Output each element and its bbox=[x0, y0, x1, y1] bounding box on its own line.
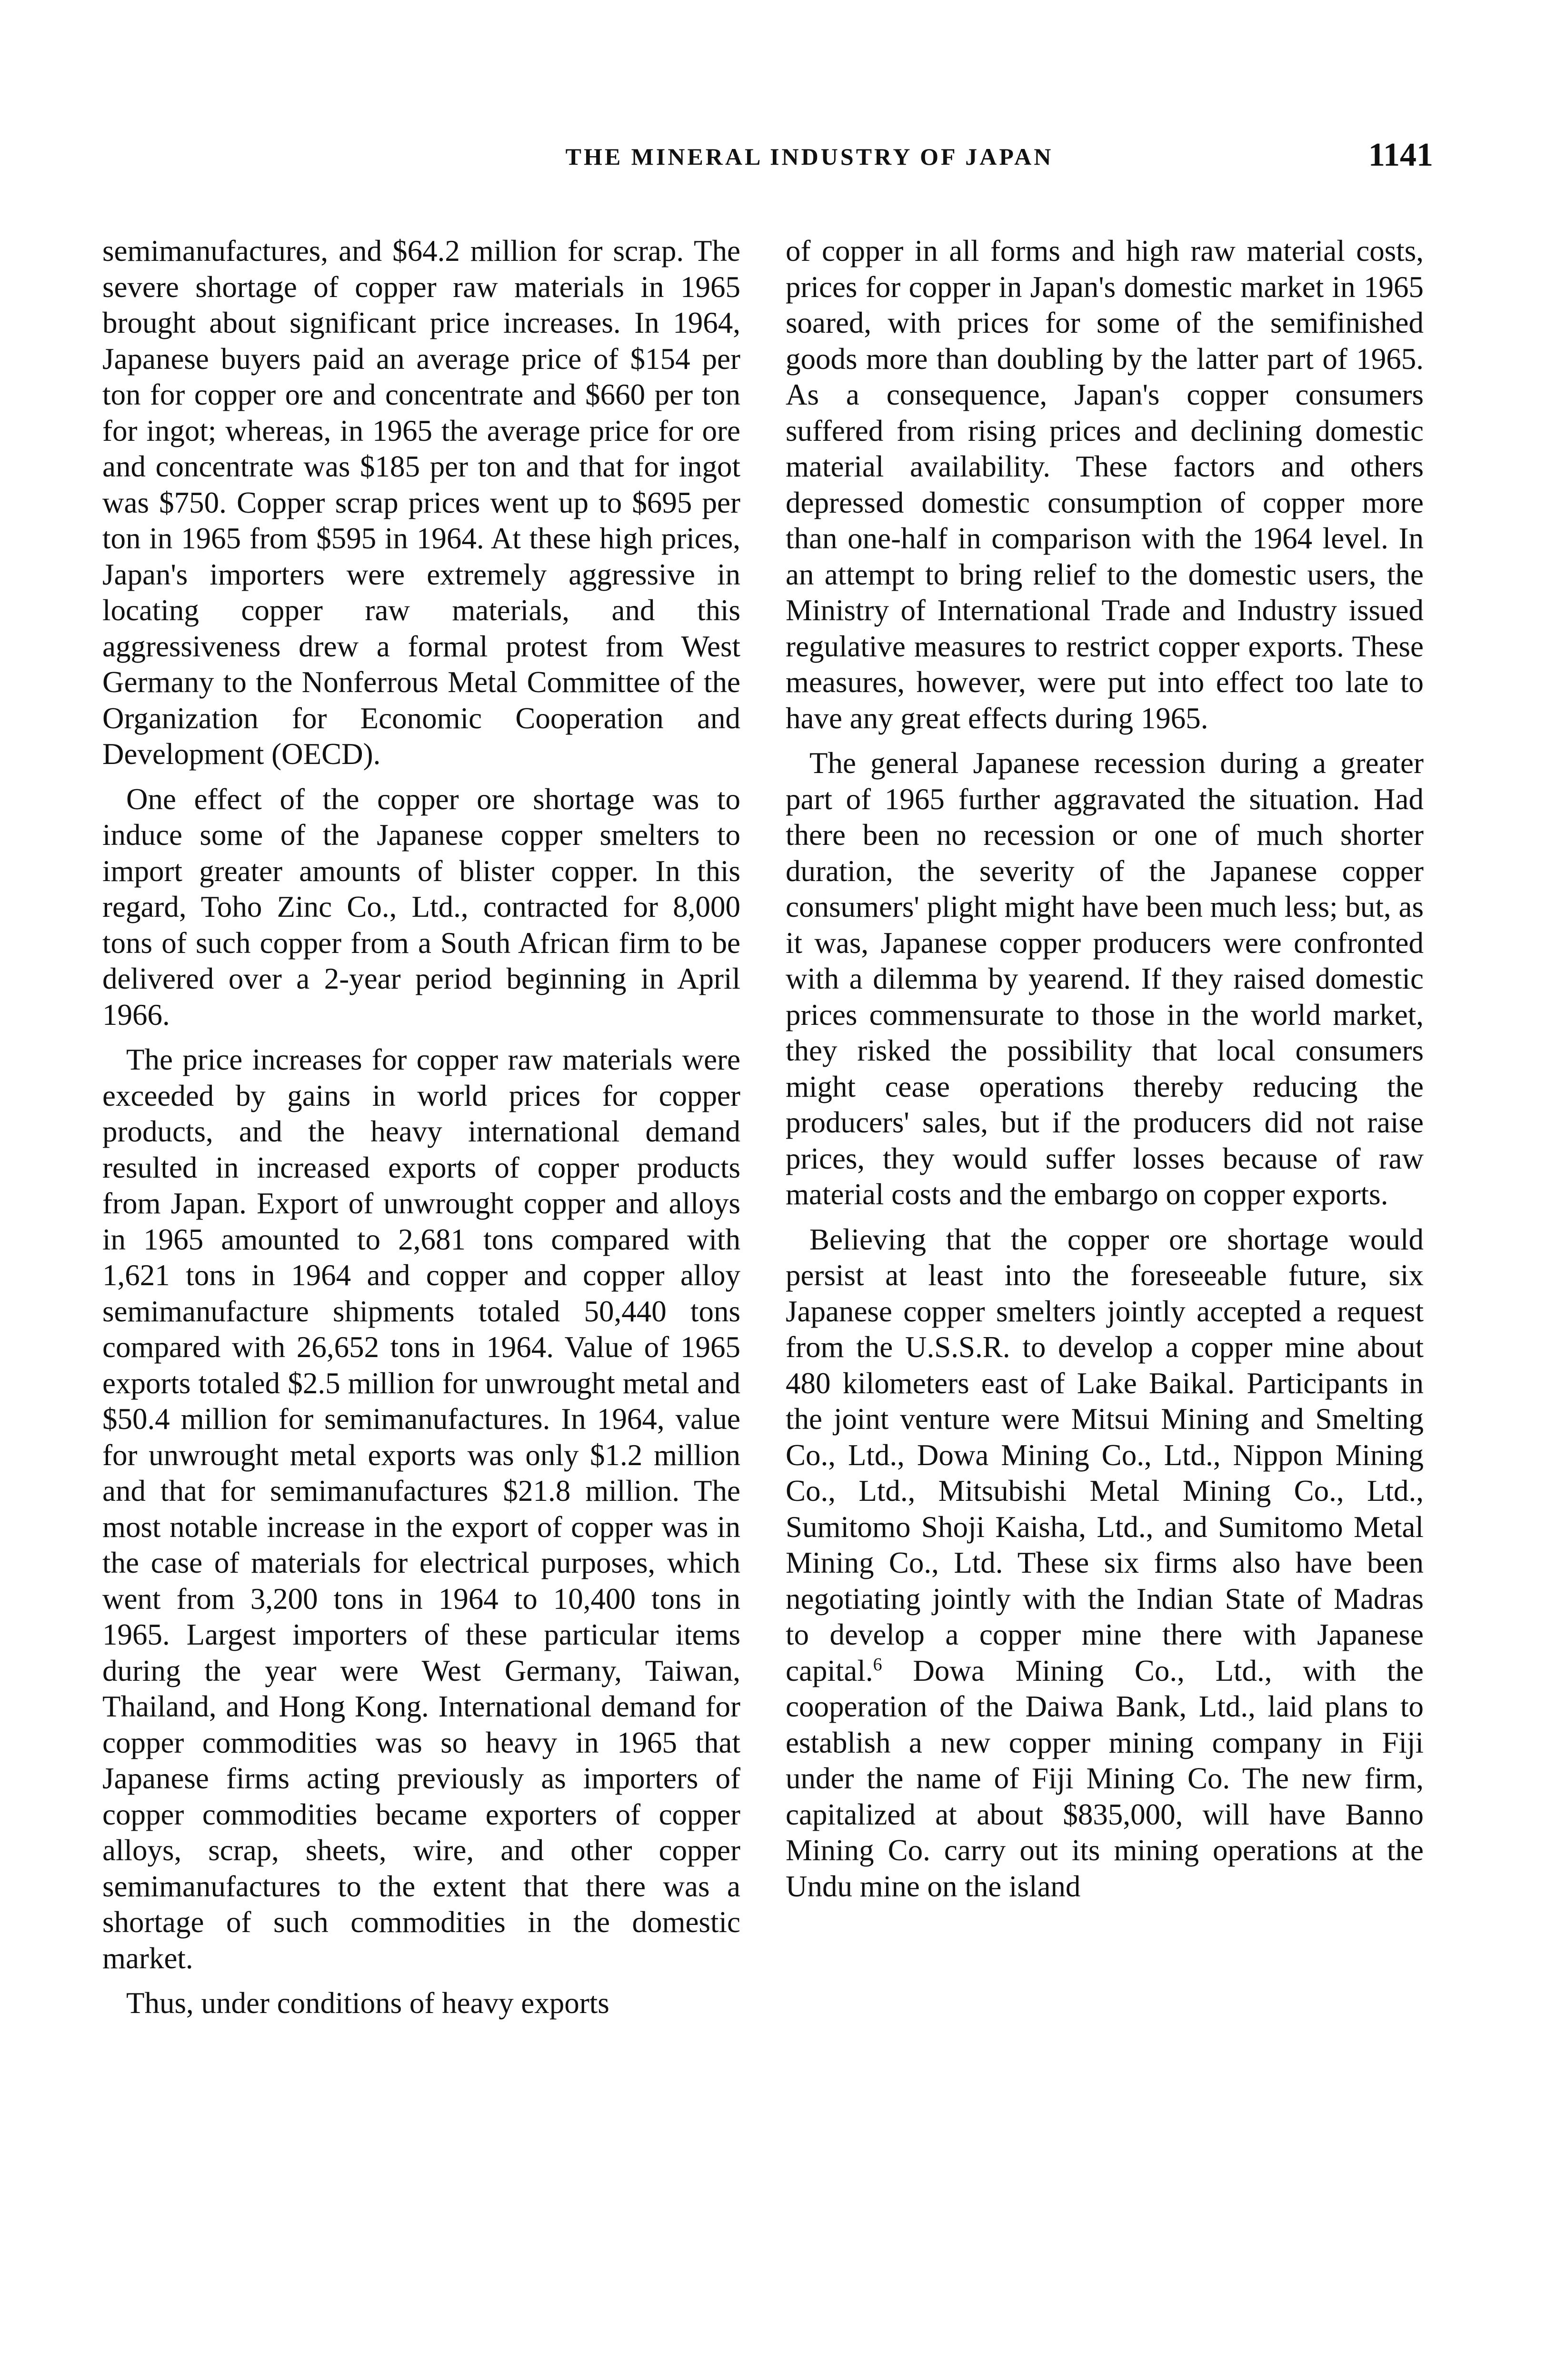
footnote-reference: 6 bbox=[873, 1654, 882, 1675]
paragraph: The general Japanese recession during a greater part of 1965 further aggravated the situation. Had there been no recession or one of much shorter duration, the severity of the Japanese copper consumers' plight might have been much less; but, as it was, Japanese copper producers were confronted with a dilemma by yearend. If they raised domestic prices commensurate to those in the world market, they risked the possibility that local consumers might cease operations thereby reducing the producers' sales, but if the producers did not raise prices, they would suffer losses because of raw material costs and the embargo on copper exports. bbox=[786, 746, 1424, 1211]
page-number: 1141 bbox=[1368, 137, 1433, 173]
paragraph-text: Dowa Mining Co., Ltd., with the cooperation of the Daiwa Bank, Ltd., laid plans to establish a new copper mining company in Fiji under the name of Fiji Mining Co. The new firm, capitalized at about $835,000, will have Banno Mining Co. carry out its mining operations at the Undu mine on the island bbox=[786, 1654, 1424, 1903]
paragraph bbox=[786, 1222, 1424, 1905]
paragraph: semimanufactures, and $64.2 million for scrap. The severe shortage of copper raw materials in 1965 brought about significant price increases. In 1964, Japanese buyers paid an average price of $154 per ton for copper ore and concentrate and $660 per ton for ingot; whereas, in 1965 the average price for ore and concentrate was $185 per ton and that for ingot was $750. Copper scrap prices went up to $695 per ton in 1965 from $595 in 1964. At these high prices, Japan's importers were extremely aggressive in locating copper raw materials, and this aggressiveness drew a formal protest from West Germany to the Nonferrous Metal Committee of the Organization for Economic Cooperation and Development (OECD). bbox=[102, 234, 740, 771]
paragraph: One effect of the copper ore shortage was to induce some of the Japanese copper smelters to import greater amounts of blister copper. In this regard, Toho Zinc Co., Ltd., contracted for 8,000 tons of such copper from a South African firm to be delivered over a 2-year period beginning in April 1966. bbox=[102, 782, 740, 1031]
left-column bbox=[102, 233, 740, 2031]
paragraph-text: Believing that the copper ore shortage would persist at least into the foreseeable future, six Japanese copper smelters jointly accepted a request from the U.S.S.R. to develop a copper mine about 480 kilometers east of Lake Baikal. Participants in the joint venture were Mitsui Mining and Smelting Co., Ltd., Dowa Mining Co., Ltd., Nippon Mining Co., Ltd., Mitsubishi Metal Mining Co., Ltd., Sumitomo Shoji Kaisha, Ltd., and Sumitomo Metal Mining Co., Ltd. These six firms also have been negotiating jointly with the Indian State of Madras to develop a copper mine there with Japanese capital. bbox=[786, 1222, 1424, 1687]
paragraph: Thus, under conditions of heavy exports bbox=[126, 1986, 609, 2020]
running-title: THE MINERAL INDUSTRY OF JAPAN bbox=[565, 143, 1054, 170]
paragraph: of copper in all forms and high raw material costs, prices for copper in Japan's domestic market in 1965 soared, with prices for some of the semifinished goods more than doubling by the latter part of 1965. As a consequence, Japan's copper consumers suffered from rising prices and declining domestic material availability. These factors and others depressed domestic consumption of copper more than one-half in comparison with the 1964 level. In an attempt to bring relief to the domestic users, the Ministry of International Trade and Industry issued regulative measures to restrict copper exports. These measures, however, were put into effect too late to have any great effects during 1965. bbox=[786, 234, 1424, 735]
right-column bbox=[786, 233, 1424, 1914]
paragraph: The price increases for copper raw materials were exceeded by gains in world prices for copper products, and the heavy international demand resulted in increased exports of copper products from Japan. Export of unwrought copper and alloys in 1965 amounted to 2,681 tons compared with 1,621 tons in 1964 and copper and copper alloy semimanufacture shipments totaled 50,440 tons compared with 26,652 tons in 1964. Value of 1965 exports totaled $2.5 million for unwrought metal and $50.4 million for semimanufactures. In 1964, value for unwrought metal exports was only $1.2 million and that for semimanufactures $21.8 million. The most notable increase in the export of copper was in the case of materials for electrical purposes, which went from 3,200 tons in 1964 to 10,400 tons in 1965. Largest importers of these particular items during the year were West Germany, Taiwan, Thailand, and Hong Kong. International demand for copper commodities was so heavy in 1965 that Japanese firms acting previously as importers of copper commodities became exporters of copper alloys, scrap, sheets, wire, and other copper semimanufactures to the extent that there was a shortage of such commodities in the domestic market. bbox=[102, 1043, 740, 1975]
